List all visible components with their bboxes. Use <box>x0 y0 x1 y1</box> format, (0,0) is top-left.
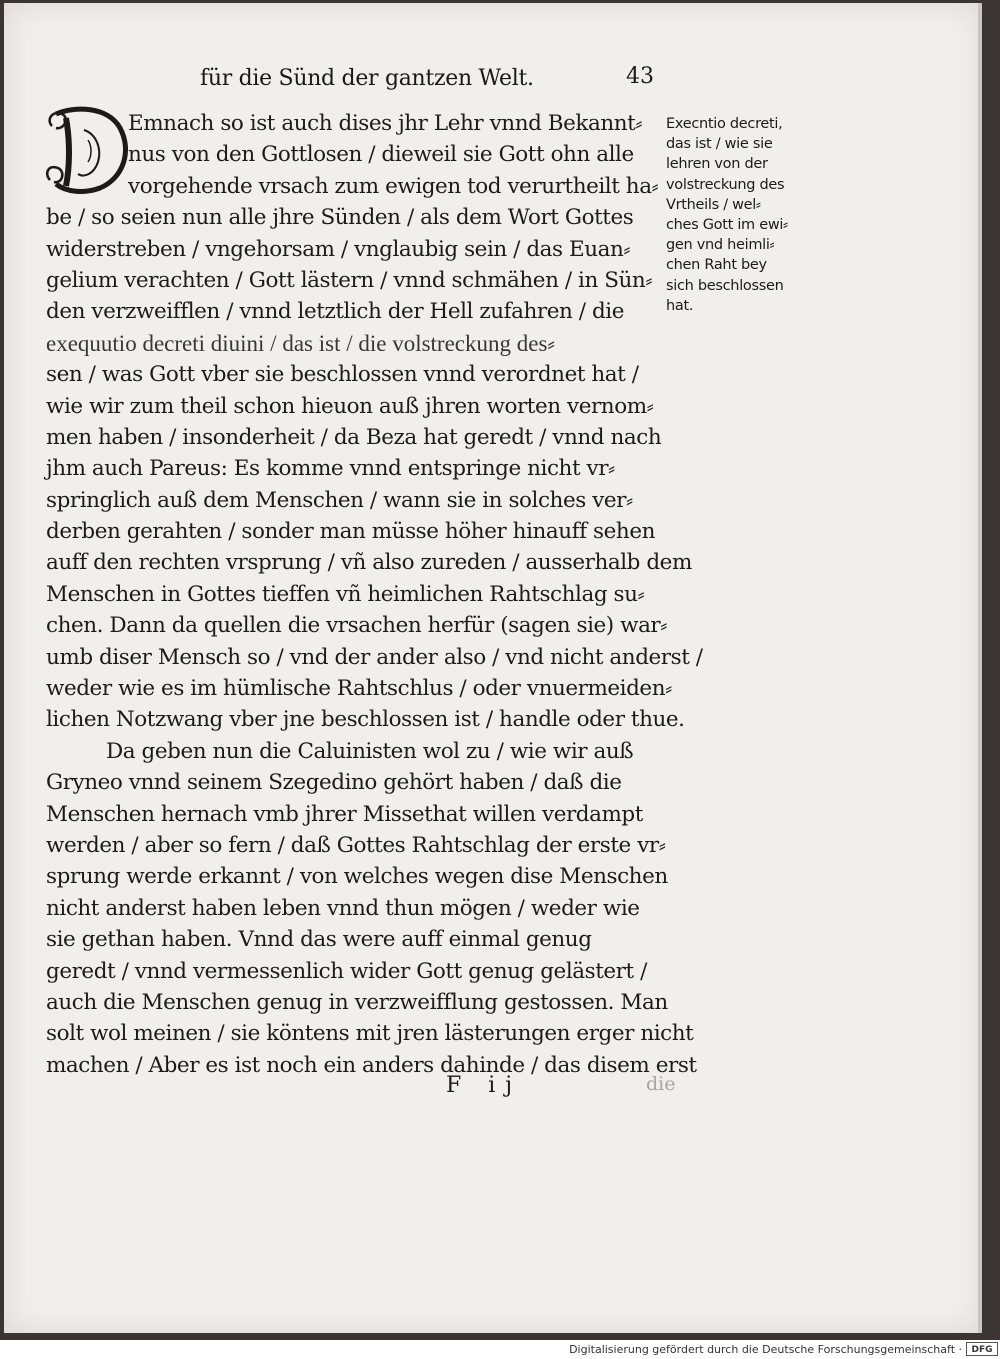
margin-note-line: gen vnd heimli⸗ <box>666 237 775 254</box>
text-line: Gryneo vnnd seinem Szegedino gehört haben / daß die <box>46 770 622 796</box>
marginal-note <box>666 114 816 316</box>
margin-note-line: Vrtheils / wel⸗ <box>666 196 761 213</box>
text-line: widerstreben / vngehorsam / vnglaubig sein / das Euan⸗ <box>46 236 631 262</box>
margin-note-line: das ist / wie sie <box>666 136 773 153</box>
margin-note-line: volstreckung des <box>666 176 785 193</box>
margin-note-line: ches Gott im ewi⸗ <box>666 216 788 233</box>
text-line: weder wie es im hümlische Rahtschlus / oder vnuermeiden⸗ <box>46 676 672 702</box>
signature-mark: F ij <box>446 1073 523 1098</box>
text-line: Da geben nun die Caluinisten wol zu / wie wir auß <box>106 738 634 764</box>
text-line: vorgehende vrsach zum ewigen tod verurtheilt ha⸗ <box>128 173 659 199</box>
margin-note-line: Execntio decreti, <box>666 116 783 132</box>
text-line: lichen Notzwang vber jne beschlossen ist / handle oder thue. <box>46 707 685 733</box>
page-footer <box>446 1073 676 1113</box>
text-line: gelium verachten / Gott lästern / vnnd schmähen / in Sün⸗ <box>46 267 653 293</box>
text-line: nus von den Gottlosen / dieweil sie Gott ohn alle <box>128 142 634 168</box>
text-line: be / so seien nun alle jhre Sünden / als dem Wort Gottes <box>46 205 634 231</box>
text-line: derben gerahten / sonder man müsse höher hinauff sehen <box>46 519 655 545</box>
text-line: sprung werde erkannt / von welches wegen dise Menschen <box>46 864 668 890</box>
text-line: werden / aber so fern / daß Gottes Rahtschlag der erste vr⸗ <box>46 832 666 858</box>
text-line: Menschen hernach vmb jhrer Missethat willen verdampt <box>46 801 643 827</box>
text-line: chen. Dann da quellen die vrsachen herfür (sagen sie) war⸗ <box>46 613 667 639</box>
text-line: exequutio decreti diuini / das ist / die volstreckung des⸗ <box>46 330 556 356</box>
text-line: jhm auch Pareus: Es komme vnnd entspringe nicht vr⸗ <box>46 456 615 482</box>
text-line: sen / was Gott vber sie beschlossen vnnd verordnet hat / <box>46 362 639 388</box>
text-line: umb diser Mensch so / vnd der ander also / vnd nicht anderst / <box>46 644 703 670</box>
margin-note-line: chen Raht bey <box>666 257 767 274</box>
text-line: sie gethan haben. Vnnd das were auff einmal genug <box>46 927 592 953</box>
margin-note-line: sich beschlossen <box>666 277 784 294</box>
text-line: auch die Menschen genug in verzweifflung gestossen. Man <box>46 989 668 1015</box>
page-edge <box>978 3 982 1333</box>
text-line: Emnach so ist auch dises jhr Lehr vnnd Bekannt⸗ <box>128 111 643 136</box>
text-line: auff den rechten vrsprung / vñ also zureden / ausserhalb dem <box>46 550 692 576</box>
text-line: wie wir zum theil schon hieuon auß jhren worten vernom⸗ <box>46 393 654 419</box>
catchword: die <box>646 1073 676 1095</box>
running-head: für die Sünd der gantzen Welt. <box>200 66 534 91</box>
dfg-logo: DFG <box>966 1342 998 1356</box>
text-line: springlich auß dem Menschen / wann sie in solches ver⸗ <box>46 487 633 513</box>
digitization-credit: Digitalisierung gefördert durch die Deutsche Forschungsgemeinschaft · <box>569 1343 962 1356</box>
margin-note-line: hat. <box>666 297 694 314</box>
page-header <box>200 66 660 106</box>
text-line: den verzweifflen / vnnd letztlich der Hell zufahren / die <box>46 299 624 325</box>
main-text-block <box>46 108 703 1081</box>
text-line: men haben / insonderheit / da Beza hat geredt / vnnd nach <box>46 424 662 450</box>
text-line: Menschen in Gottes tieffen vñ heimlichen Rahtschlag su⸗ <box>46 581 645 607</box>
margin-note-line: lehren von der <box>666 156 768 173</box>
page-number: 43 <box>626 64 654 89</box>
text-line: solt wol meinen / sie köntens mit jren lästerungen erger nicht <box>46 1021 694 1047</box>
text-line: machen / Aber es ist noch ein anders dahinde / das disem erst <box>46 1052 697 1078</box>
text-line: nicht anderst haben leben vnnd thun mögen / weder wie <box>46 895 640 921</box>
text-line: geredt / vnnd vermessenlich wider Gott genug gelästert / <box>46 958 647 984</box>
